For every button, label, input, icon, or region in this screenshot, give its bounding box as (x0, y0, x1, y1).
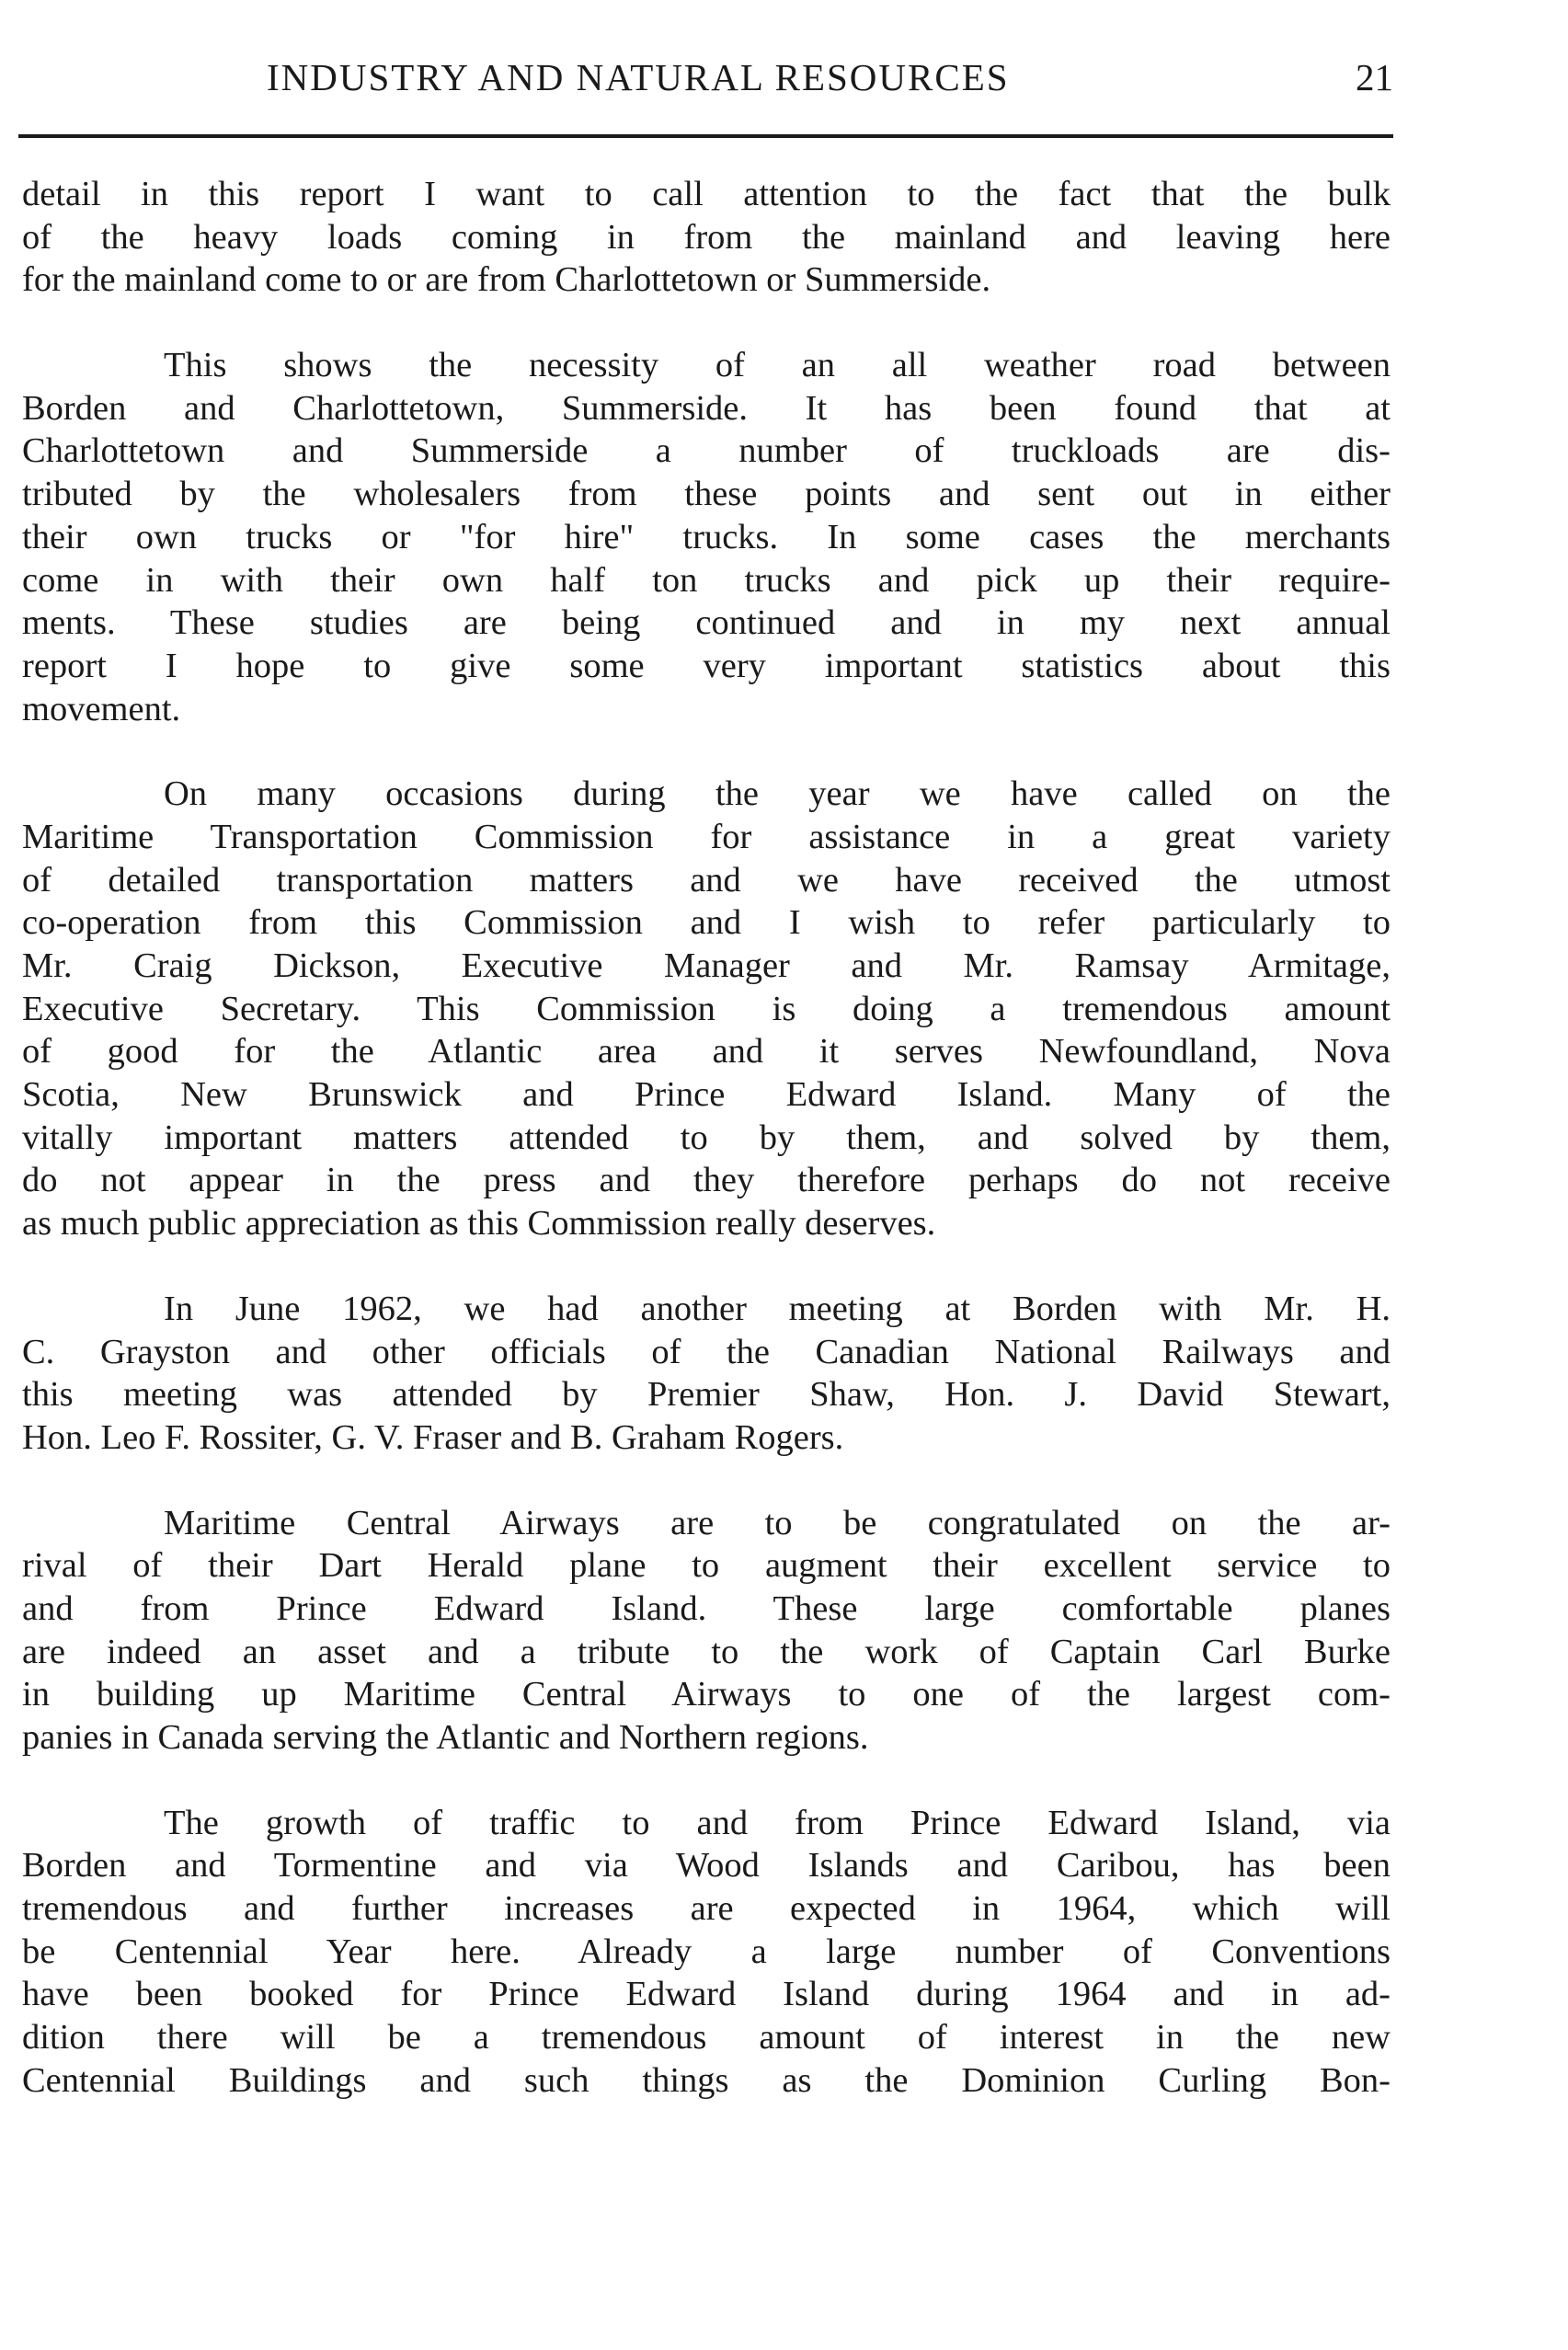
paragraph-3 (22, 773, 1391, 1245)
paragraph-4 (22, 1288, 1391, 1460)
text-line: Executive Secretary. This Commission is doing a tremendous amount (22, 989, 1391, 1028)
text-line: in building up Maritime Central Airways to one of the largest com- (22, 1675, 1391, 1714)
text-line: this meeting was attended by Premier Shaw, Hon. J. David Stewart, (22, 1375, 1391, 1415)
paragraph-2 (22, 344, 1391, 730)
text-line: Hon. Leo F. Rossiter, G. V. Fraser and B. Graham Rogers. (22, 1417, 844, 1457)
text-line: tributed by the wholesalers from these points and sent out in either (22, 475, 1391, 514)
text-line: Centennial Buildings and such things as the Dominion Curling Bon- (22, 2060, 1391, 2100)
text-line: The growth of traffic to and from Prince Edward Island, via (164, 1803, 1391, 1842)
text-line: Maritime Transportation Commission for assistance in a great variety (22, 817, 1391, 856)
text-line: of good for the Atlantic area and it serves Newfoundland, Nova (22, 1032, 1391, 1072)
header-rule (18, 134, 1393, 138)
text-line: have been booked for Prince Edward Island during 1964 and in ad- (22, 1975, 1391, 2014)
text-line: and from Prince Edward Island. These large comfortable planes (22, 1588, 1391, 1628)
text-line: rival of their Dart Herald plane to augment their excellent service to (22, 1546, 1391, 1586)
text-line: Charlottetown and Summerside a number of truckloads are dis- (22, 431, 1391, 471)
text-line: panies in Canada serving the Atlantic and Northern regions. (22, 1718, 869, 1757)
text-line: as much public appreciation as this Commission really deserves. (22, 1204, 936, 1244)
running-title: INDUSTRY AND NATURAL RESOURCES (267, 56, 1010, 98)
paragraph-5 (22, 1502, 1391, 1760)
text-line: Borden and Charlottetown, Summerside. It has been found that at (22, 388, 1391, 428)
text-line: are indeed an asset and a tribute to the work of Captain Carl Burke (22, 1632, 1391, 1671)
text-line: In June 1962, we had another meeting at Borden with Mr. H. (164, 1289, 1391, 1328)
text-line: Mr. Craig Dickson, Executive Manager and Mr. Ramsay Armitage, (22, 946, 1391, 985)
text-line: C. Grayston and other officials of the Canadian National Railways and (22, 1332, 1391, 1371)
text-line: be Centennial Year here. Already a large number of Conventions (22, 1932, 1391, 1971)
text-line: ments. These studies are being continued and in my next annual (22, 603, 1391, 643)
text-line: come in with their own half ton trucks and pick up their require- (22, 560, 1391, 600)
text-line: their own trucks or "for hire" trucks. In some cases the merchants (22, 517, 1391, 556)
text-line: dition there will be a tremendous amount of interest in the new (22, 2018, 1391, 2058)
text-line: vitally important matters attended to by them, and solved by them, (22, 1118, 1391, 1157)
text-line: for the mainland come to or are from Charlottetown or Summerside. (22, 260, 991, 300)
text-line: Scotia, New Brunswick and Prince Edward Island. Many of the (22, 1075, 1391, 1115)
paragraph-6 (22, 1802, 1391, 2103)
text-line: of detailed transportation matters and we have received the utmost (22, 860, 1391, 900)
text-line: detail in this report I want to call attention to the fact that the bulk (22, 175, 1391, 213)
running-header (18, 55, 1393, 110)
body-text (22, 173, 1391, 2145)
page-number: 21 (1356, 56, 1393, 98)
text-line: On many occasions during the year we have called on the (164, 774, 1391, 814)
text-line: of the heavy loads coming in from the mainland and leaving here (22, 217, 1391, 257)
text-line: report I hope to give some very important statistics about this (22, 646, 1391, 685)
text-line: This shows the necessity of an all weather road between (164, 346, 1391, 385)
text-line: co-operation from this Commission and I wish to refer particularly to (22, 903, 1391, 943)
text-line: tremendous and further increases are expected in 1964, which will (22, 1889, 1391, 1929)
text-line: Maritime Central Airways are to be congratulated on the ar- (164, 1503, 1391, 1542)
paragraph-1 (22, 173, 1391, 302)
text-line: do not appear in the press and they therefore perhaps do not receive (22, 1161, 1391, 1200)
text-line: movement. (22, 689, 181, 728)
text-line: Borden and Tormentine and via Wood Islands and Caribou, has been (22, 1846, 1391, 1886)
